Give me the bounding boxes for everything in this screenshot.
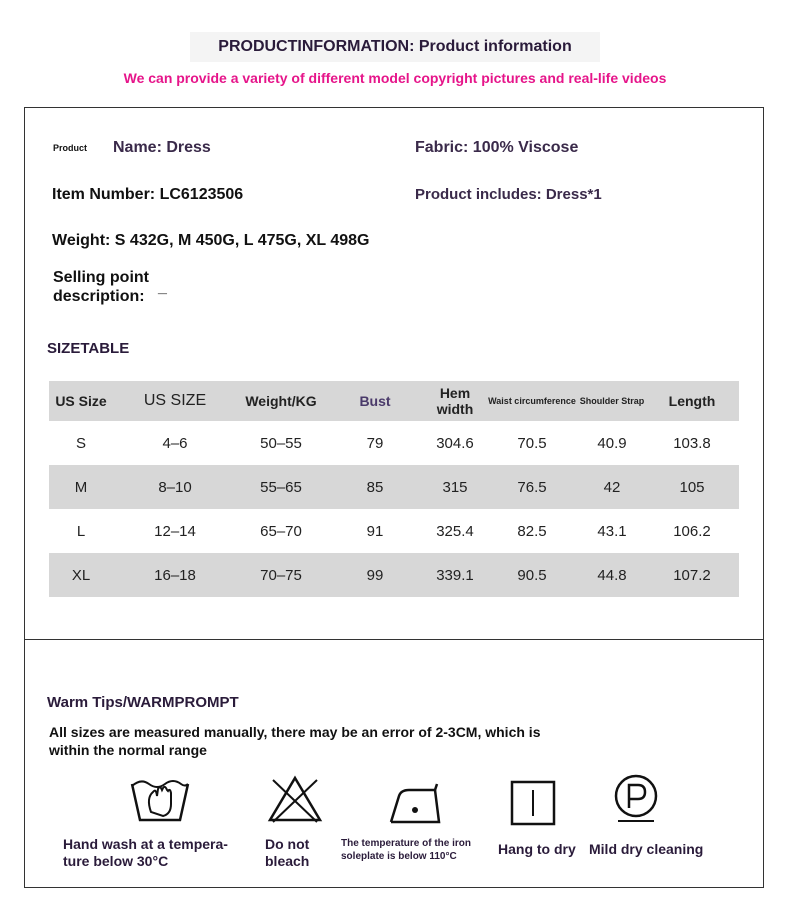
no-bleach-label: Do not bleach [265, 836, 310, 869]
page-title: PRODUCTINFORMATION: Product information [190, 32, 600, 62]
product-fabric: Fabric: 100% Viscose [415, 139, 579, 156]
table-row [49, 465, 739, 509]
col-header: US Size [55, 393, 107, 409]
hang-dry-label: Hang to dry [498, 841, 576, 857]
table-cell: 43.1 [597, 522, 627, 540]
table-cell: 50–55 [260, 434, 302, 452]
selling-point-label: Selling point description: [53, 269, 149, 305]
col-header: Bust [359, 393, 391, 409]
table-row [49, 509, 739, 553]
table-cell: 91 [366, 522, 384, 540]
table-cell: 339.1 [436, 566, 474, 584]
table-cell: XL [71, 566, 91, 584]
dry-clean-icon [612, 774, 660, 829]
table-cell: 55–65 [260, 478, 302, 496]
table-cell: 40.9 [597, 434, 627, 452]
hand-wash-icon [129, 774, 191, 831]
product-name: Name: Dress [113, 139, 211, 156]
table-cell: 70.5 [517, 434, 547, 452]
selling-point-value: _ [158, 279, 167, 296]
table-cell: 70–75 [260, 566, 302, 584]
product-info-frame [24, 107, 764, 888]
page-subtitle: We can provide a variety of different model copyright pictures and real-life videos [123, 70, 667, 86]
iron-icon [387, 778, 443, 831]
hand-wash-label: Hand wash at a tempera-ture below 30°C [63, 836, 228, 869]
product-tag: Product [53, 143, 88, 153]
table-cell: 65–70 [260, 522, 302, 540]
tips-text: All sizes are measured manually, there may be an error of 2-3CM, which is within the normal range [49, 724, 541, 758]
tips-title: Warm Tips/WARMPROMPT [47, 694, 239, 711]
iron-label: The temperature of the iron soleplate is below 110°C [341, 838, 472, 862]
col-header: Shoulder Strap [579, 395, 645, 406]
table-cell: 42 [603, 478, 621, 496]
hang-dry-icon [510, 780, 556, 831]
table-cell: 325.4 [436, 522, 474, 540]
table-row [49, 421, 739, 465]
col-header: US SIZE [143, 392, 207, 409]
no-bleach-icon [267, 774, 323, 829]
table-cell: L [76, 522, 86, 540]
table-cell: 106.2 [673, 522, 711, 540]
table-cell: 107.2 [673, 566, 711, 584]
table-cell: 12–14 [154, 522, 196, 540]
table-cell: 82.5 [517, 522, 547, 540]
dry-clean-label: Mild dry cleaning [589, 841, 704, 857]
table-cell: 85 [366, 478, 384, 496]
table-cell: 99 [366, 566, 384, 584]
table-cell: S [75, 434, 86, 452]
product-weight: Weight: S 432G, M 450G, L 475G, XL 498G [52, 232, 370, 249]
table-cell: M [74, 478, 88, 496]
table-cell: 79 [366, 434, 384, 452]
size-table-title: SIZETABLE [47, 340, 130, 357]
table-cell: 16–18 [154, 566, 196, 584]
col-header: Waist circumference [488, 395, 576, 406]
col-header: Length [668, 393, 716, 409]
product-includes: Product includes: Dress*1 [415, 186, 602, 203]
table-cell: 44.8 [597, 566, 627, 584]
table-row [49, 553, 739, 597]
table-cell: 90.5 [517, 566, 547, 584]
col-header: Weight/KG [245, 393, 317, 409]
size-table-header-row [49, 381, 739, 421]
section-divider [25, 639, 763, 640]
table-cell: 105 [679, 478, 705, 496]
item-number: Item Number: LC6123506 [52, 186, 244, 203]
table-cell: 76.5 [517, 478, 547, 496]
table-cell: 4–6 [162, 434, 188, 452]
col-header: Hem width [436, 385, 474, 417]
table-cell: 103.8 [673, 434, 711, 452]
table-cell: 304.6 [436, 434, 474, 452]
size-table [49, 381, 739, 597]
table-cell: 315 [442, 478, 468, 496]
table-cell: 8–10 [158, 478, 192, 496]
